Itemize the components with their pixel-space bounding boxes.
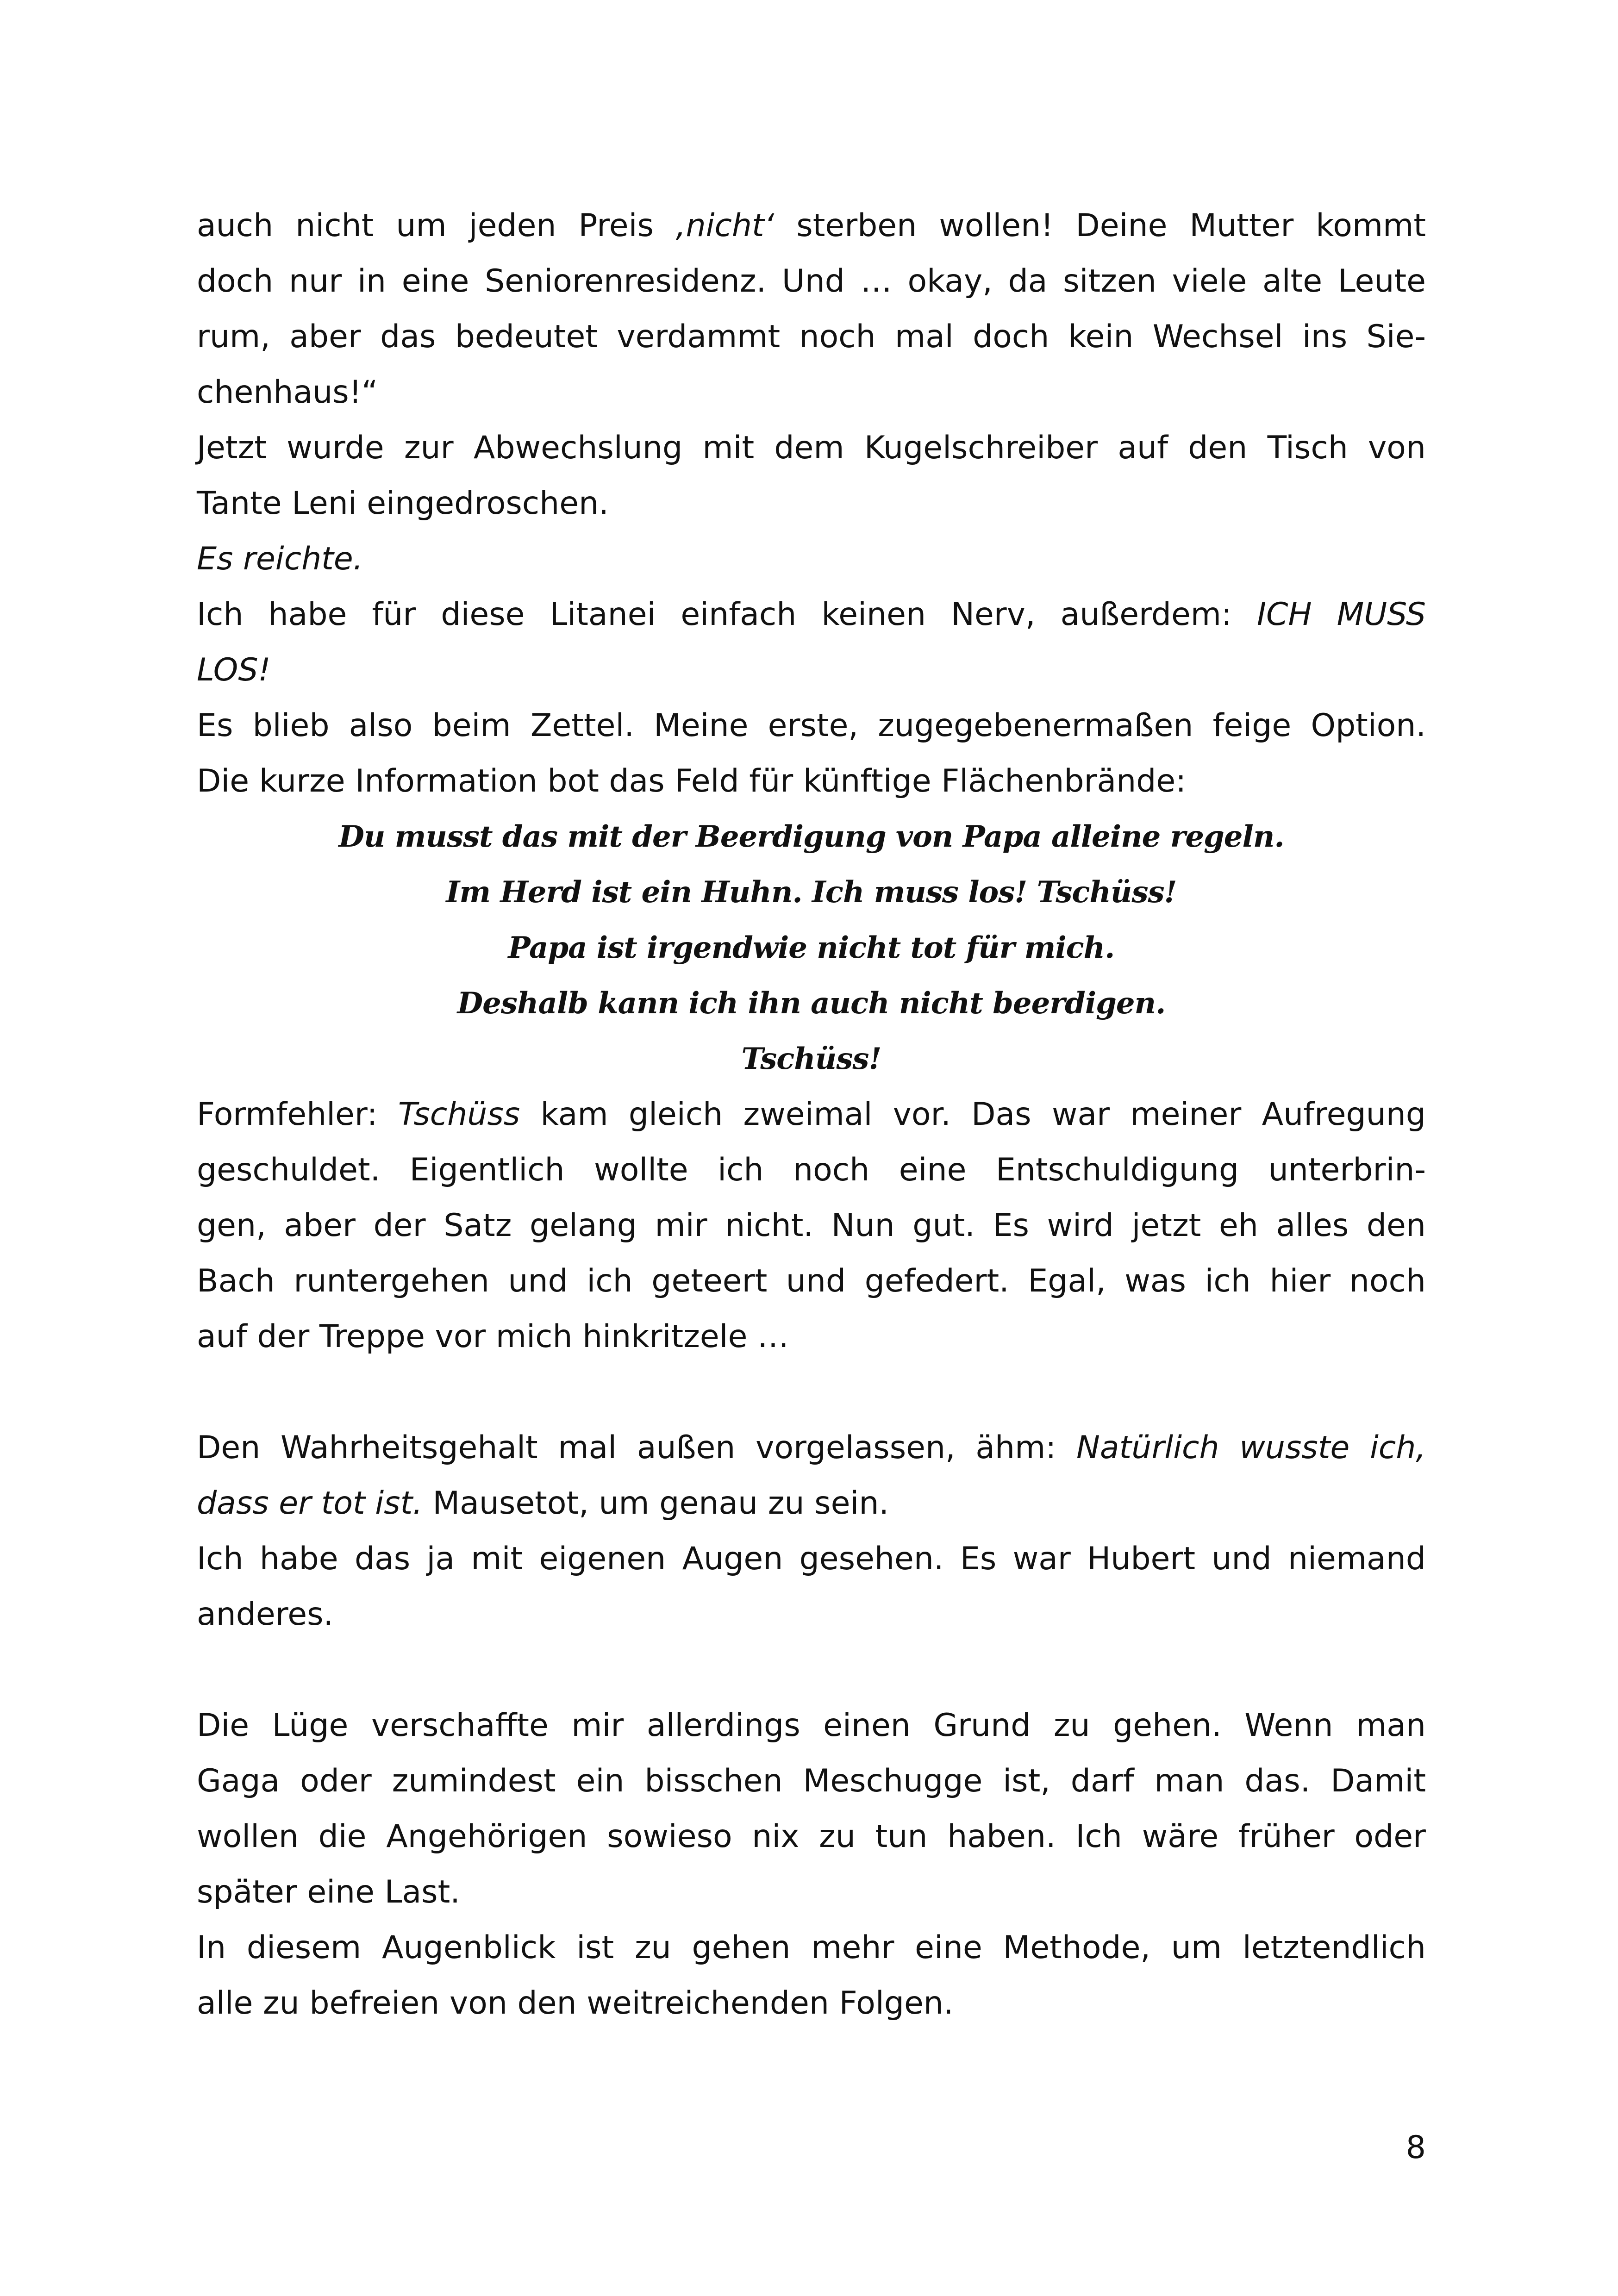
text-segment: doch nur in eine Seniorenresidenz. Und … okay, da sitzen viele alte Leute — [197, 263, 1426, 299]
text-segment: Mausetot, um genau zu sein. — [422, 1485, 889, 1522]
text-line — [197, 1809, 1426, 1865]
text-segment: Papa ist irgendwie nicht tot für mich. — [508, 930, 1115, 965]
handwritten-note-line — [197, 1031, 1426, 1087]
text-segment: Die kurze Information bot das Feld für künftige Flächenbrände: — [197, 763, 1187, 799]
text-segment: chenhaus!“ — [197, 374, 378, 411]
text-segment: rum, aber das bedeutet verdammt noch mal doch kein Wechsel ins Sie- — [197, 318, 1426, 355]
text-segment: Tante Leni eingedroschen. — [197, 485, 609, 522]
text-line — [197, 476, 1426, 531]
paragraph-gap — [197, 1642, 1426, 1698]
text-segment: Die Lüge verschaffte mir allerdings einen Grund zu gehen. Wenn man — [197, 1707, 1426, 1744]
handwritten-note-line — [197, 865, 1426, 920]
text-line — [197, 254, 1426, 309]
text-segment: Den Wahrheitsgehalt mal außen vorgelassen, ähm: — [197, 1429, 1077, 1466]
text-segment: gen, aber der Satz gelang mir nicht. Nun gut. Es wird jetzt eh alles den — [197, 1207, 1426, 1244]
text-segment: Du musst das mit der Beerdigung von Papa alleine regeln. — [338, 819, 1284, 854]
text-line — [197, 1753, 1426, 1809]
text-line — [197, 1309, 1426, 1365]
text-line — [197, 698, 1426, 754]
text-segment: kam gleich zweimal vor. Das war meiner Aufregung — [520, 1096, 1426, 1133]
text-line — [197, 420, 1426, 476]
text-line — [197, 365, 1426, 420]
text-segment: später eine Last. — [197, 1874, 460, 1910]
text-line — [197, 1254, 1426, 1309]
italic-text-segment: LOS! — [197, 652, 271, 688]
italic-text-segment: Tschüss — [398, 1096, 520, 1133]
italic-text-segment: Es reichte. — [197, 541, 363, 577]
handwritten-note-line — [197, 920, 1426, 976]
italic-text-segment: ‚nicht‘ — [675, 207, 775, 244]
handwritten-note-line — [197, 809, 1426, 865]
text-segment: Formfehler: — [197, 1096, 398, 1133]
text-line — [197, 198, 1426, 254]
text-line — [197, 1198, 1426, 1254]
text-segment: Gaga oder zumindest ein bisschen Meschugge ist, darf man das. Damit — [197, 1763, 1426, 1799]
italic-text-segment: dass er tot ist. — [197, 1485, 423, 1522]
text-segment: sterben wollen! Deine Mutter kommt — [774, 207, 1426, 244]
text-line — [197, 1087, 1426, 1142]
text-segment: wollen die Angehörigen sowieso nix zu tun haben. Ich wäre früher oder — [197, 1818, 1426, 1855]
text-segment: alle zu befreien von den weitreichenden Folgen. — [197, 1985, 954, 2021]
text-line — [197, 643, 1426, 698]
text-line — [197, 1531, 1426, 1587]
text-segment: auch nicht um jeden Preis — [197, 207, 676, 244]
italic-text-segment: Natürlich wusste ich, — [1076, 1429, 1426, 1466]
paragraph-gap — [197, 1365, 1426, 1420]
text-segment: Es blieb also beim Zettel. Meine erste, zugegebenermaßen feige Option. — [197, 707, 1426, 744]
text-line — [197, 587, 1426, 643]
text-segment: anderes. — [197, 1596, 334, 1633]
handwritten-note-line — [197, 976, 1426, 1031]
text-segment: geschuldet. Eigentlich wollte ich noch eine Entschuldigung unterbrin- — [197, 1152, 1426, 1188]
text-line — [197, 1587, 1426, 1642]
text-segment: Bach runtergehen und ich geteert und gefedert. Egal, was ich hier noch — [197, 1263, 1426, 1299]
text-line — [197, 1142, 1426, 1198]
text-segment: Deshalb kann ich ihn auch nicht beerdigen. — [457, 986, 1166, 1021]
text-segment: auf der Treppe vor mich hinkritzele … — [197, 1318, 789, 1355]
text-line — [197, 754, 1426, 809]
text-line — [197, 1920, 1426, 1976]
text-line — [197, 531, 1426, 587]
text-segment: Jetzt wurde zur Abwechslung mit dem Kugelschreiber auf den Tisch von — [197, 430, 1426, 466]
text-segment: Ich habe für diese Litanei einfach keinen Nerv, außerdem: — [197, 596, 1257, 633]
text-line — [197, 1698, 1426, 1753]
page-number: 8 — [1406, 2129, 1426, 2166]
italic-text-segment: ICH MUSS — [1256, 596, 1426, 633]
text-segment: In diesem Augenblick ist zu gehen mehr eine Methode, um letztendlich — [197, 1929, 1426, 1966]
text-line — [197, 1476, 1426, 1531]
text-line — [197, 1420, 1426, 1476]
text-line — [197, 309, 1426, 365]
text-line — [197, 1865, 1426, 1920]
text-segment: Im Herd ist ein Huhn. Ich muss los! Tschüss! — [446, 875, 1177, 910]
text-line — [197, 1976, 1426, 2031]
text-segment: Ich habe das ja mit eigenen Augen gesehen. Es war Hubert und niemand — [197, 1541, 1426, 1577]
text-segment: Tschüss! — [741, 1042, 881, 1076]
page-body-text — [197, 198, 1426, 2031]
